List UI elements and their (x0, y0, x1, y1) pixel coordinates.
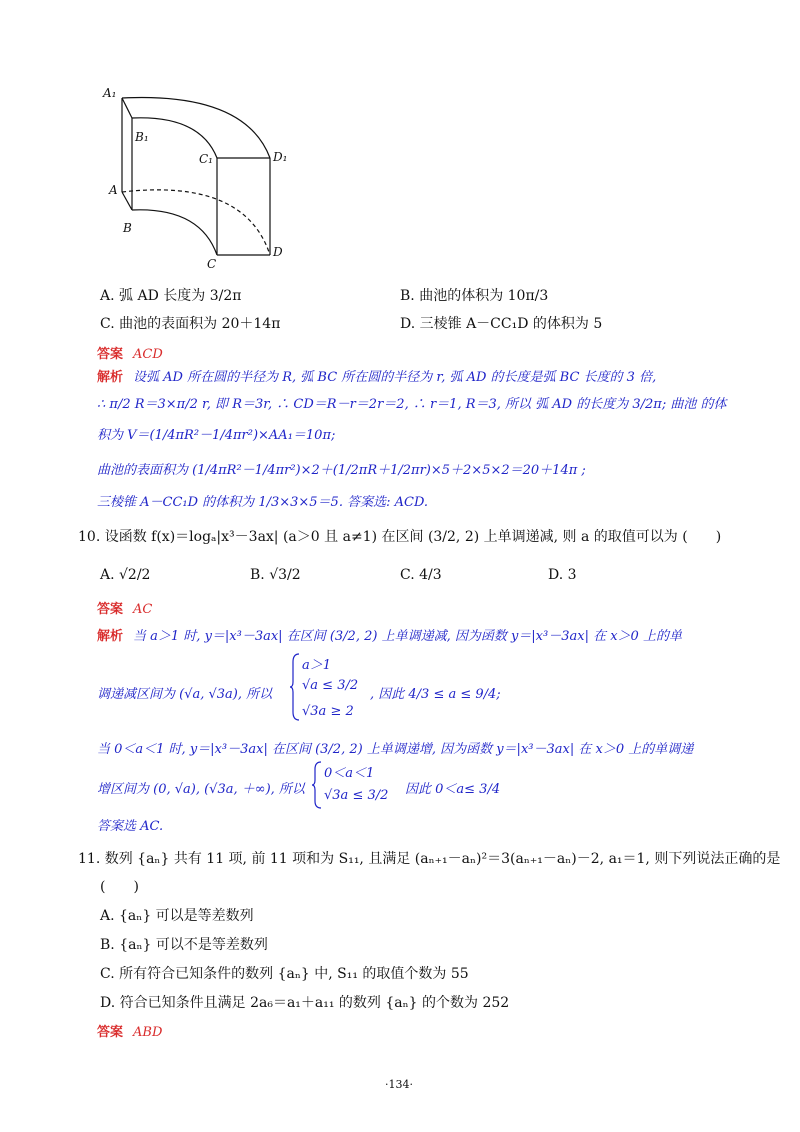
q10-solution-line-3: 当 0＜a＜1 时, y＝|x³－3ax| 在区间 (3/2, 2) 上单调递增, 因为函数 y＝|x³－3ax| 在 x＞0 上的单调递 (97, 742, 694, 757)
q11-blank: ( ) (100, 879, 139, 895)
left-brace-icon (312, 760, 322, 810)
label-d: D (273, 245, 283, 259)
q10-stem: 10. 设函数 f(x)＝logₐ|x³－3ax| (a＞0 且 a≠1) 在区间 (3/2, 2) 上单调递减, 则 a 的取值可以为 ( ) (78, 529, 722, 545)
q11-answer-label: 答案 (97, 1025, 124, 1040)
q10-solution-line-4b: 因此 0＜a≤ 3/4 (405, 782, 501, 797)
label-a: A (109, 183, 118, 197)
label-c1: C₁ (199, 152, 213, 166)
q9-option-c: C. 曲池的表面积为 20＋14π (100, 316, 281, 332)
q9-answer-label: 答案 (97, 347, 124, 362)
q10-option-b: B. √3/2 (250, 567, 301, 583)
q10-option-d: D. 3 (548, 567, 577, 583)
q10-answer-value: AC (133, 602, 153, 617)
q10-option-c: C. 4/3 (400, 567, 442, 583)
q10-option-a: A. √2/2 (100, 567, 151, 583)
q9-solution-label: 解析 (97, 370, 124, 385)
label-b: B (123, 221, 132, 235)
q11-option-a: A. {aₙ} 可以是等差数列 (100, 908, 254, 924)
solid-figure (95, 80, 305, 270)
q9-option-d: D. 三棱锥 A－CC₁D 的体积为 5 (400, 316, 603, 332)
q9-option-a: A. 弧 AD 长度为 3/2π (100, 288, 242, 304)
label-c: C (207, 257, 217, 271)
q11-option-d: D. 符合已知条件且满足 2a₆＝a₁＋a₁₁ 的数列 {aₙ} 的个数为 252 (100, 995, 510, 1011)
q11-stem: 11. 数列 {aₙ} 共有 11 项, 前 11 项和为 S₁₁, 且满足 (aₙ₊₁－aₙ)²＝3(aₙ₊₁－aₙ)－2, a₁＝1, 则下列说法正确的是 (78, 851, 781, 867)
label-d1: D₁ (273, 150, 288, 164)
q10-system-1: a＞1 √a ≤ 3/2 √3a ≥ 2 (290, 652, 370, 722)
q10-solution-line-2: 调递减区间为 (√a, √3a), 所以 (97, 687, 273, 702)
q11-answer-row (97, 1021, 162, 1040)
page-number: ·134· (385, 1078, 413, 1091)
q9-option-b: B. 曲池的体积为 10π/3 (400, 288, 549, 304)
q10-solution-line-5: 答案选 AC. (97, 819, 164, 834)
q10-solution-line-2b: , 因此 4/3 ≤ a ≤ 9/4; (370, 687, 501, 702)
q11-option-b: B. {aₙ} 可以不是等差数列 (100, 937, 268, 953)
q9-solution-line-2: ∴ π/2 R＝3×π/2 r, 即 R＝3r, ∴ CD＝R－r＝2r＝2, ∴ r＝1, R＝3, 所以 弧 AD 的长度为 3/2π; 曲池 的体 (97, 397, 727, 412)
q9-answer-row (97, 343, 163, 362)
q10-system-2: 0＜a＜1 √3a ≤ 3/2 (312, 760, 402, 812)
q10-solution-line-1: 解析 当 a＞1 时, y＝|x³－3ax| 在区间 (3/2, 2) 上单调递减, 因为函数 y＝|x³－3ax| 在 x＞0 上的单 (97, 629, 682, 644)
q11-answer-value: ABD (133, 1025, 163, 1040)
q9-answer-value: ACD (133, 347, 163, 362)
q10-answer-row (97, 598, 152, 617)
q9-solution-line-1: 解析 设弧 AD 所在圆的半径为 R, 弧 BC 所在圆的半径为 r, 弧 AD 的长度是弧 BC 长度的 3 倍, (97, 370, 657, 385)
q10-solution-label: 解析 (97, 629, 124, 644)
label-b1: B₁ (135, 130, 149, 144)
label-a1: A₁ (103, 86, 117, 100)
left-brace-icon (290, 652, 300, 722)
q9-solution-line-3: 积为 V＝(1/4πR²－1/4πr²)×AA₁＝10π; (97, 428, 336, 443)
q9-solution-line-5: 三棱锥 A－CC₁D 的体积为 1/3×3×5＝5. 答案选: ACD. (97, 495, 429, 510)
q9-solution-line-4: 曲池的表面积为 (1/4πR²－1/4πr²)×2＋(1/2πR＋1/2πr)×5＋2×5×2＝20＋14π ; (97, 463, 586, 478)
curved-pool-diagram (95, 80, 305, 270)
q10-answer-label: 答案 (97, 602, 124, 617)
q10-solution-line-4: 增区间为 (0, √a), (√3a, ＋∞), 所以 (97, 782, 305, 797)
q11-option-c: C. 所有符合已知条件的数列 {aₙ} 中, S₁₁ 的取值个数为 55 (100, 966, 469, 982)
